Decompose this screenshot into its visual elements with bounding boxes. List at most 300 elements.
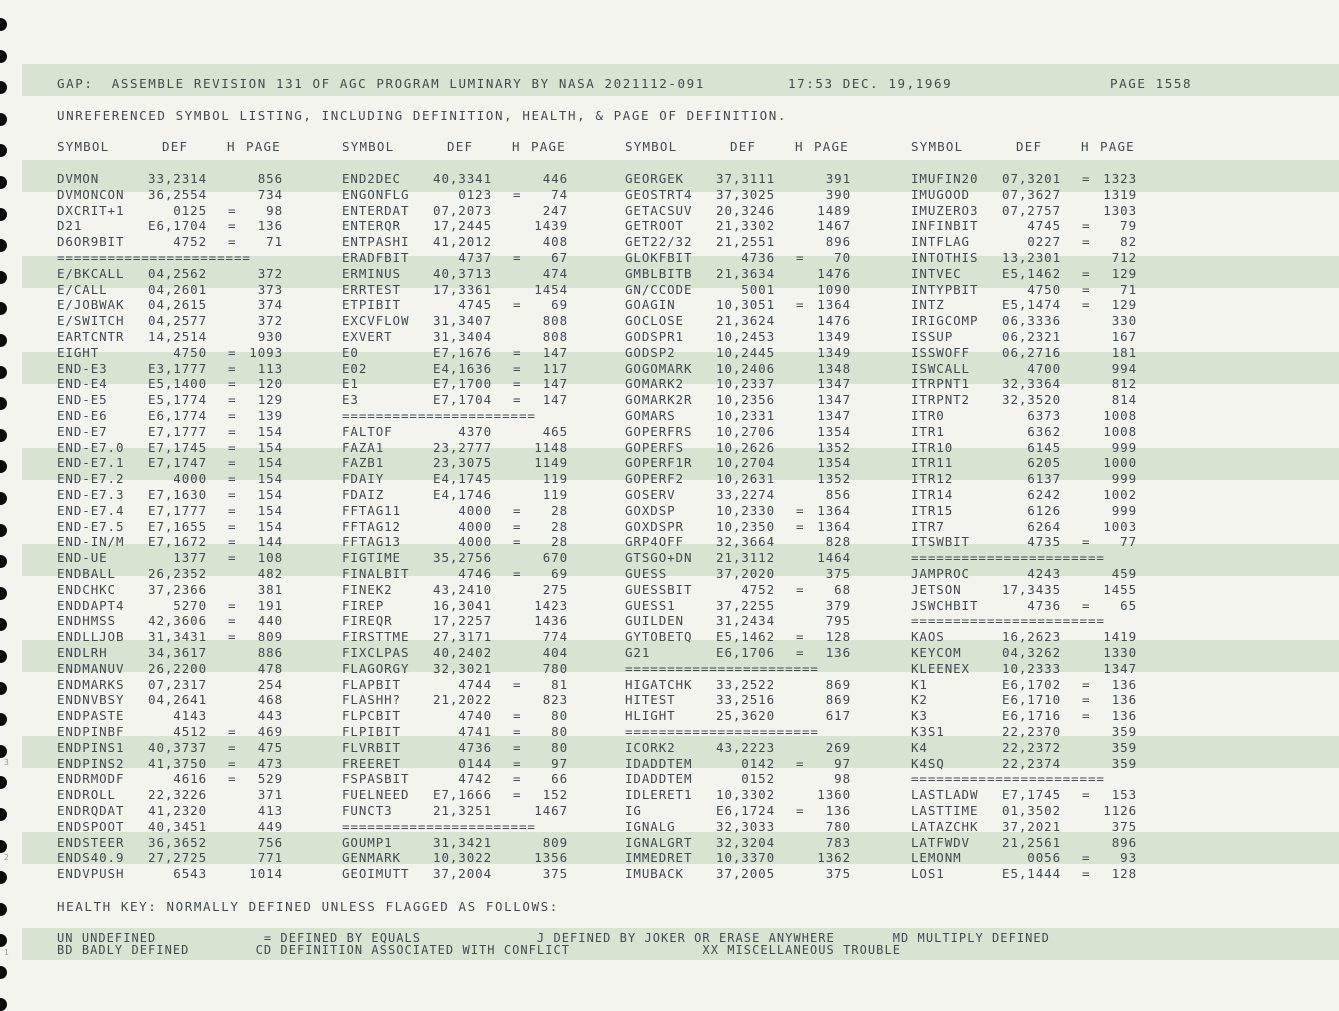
symbol-definition: 31,3431 bbox=[148, 629, 207, 645]
table-row bbox=[911, 613, 1146, 629]
definition-page: 1362 bbox=[817, 850, 851, 866]
table-row bbox=[625, 171, 860, 187]
symbol-definition: 10,2631 bbox=[716, 471, 775, 487]
symbol-definition: 4740 bbox=[458, 708, 492, 724]
table-row bbox=[911, 850, 1146, 866]
definition-page: 1476 bbox=[817, 313, 851, 329]
definition-page: 734 bbox=[257, 186, 283, 202]
table-row bbox=[625, 677, 860, 693]
table-row bbox=[57, 234, 292, 250]
definition-page: 375 bbox=[825, 866, 851, 882]
table-row bbox=[57, 424, 292, 440]
symbol-definition: 07,3627 bbox=[1002, 186, 1061, 202]
health-flag: = bbox=[228, 218, 237, 234]
symbol-name: E/JOBWAK bbox=[57, 297, 125, 313]
definition-page: 809 bbox=[542, 834, 568, 850]
table-row bbox=[911, 677, 1146, 693]
health-flag: = bbox=[796, 803, 805, 818]
separator-line: ======================= bbox=[911, 550, 1105, 566]
definition-page: 1439 bbox=[534, 218, 568, 234]
symbol-name: END-IN/M bbox=[57, 534, 125, 550]
definition-page: 1014 bbox=[249, 866, 283, 882]
health-flag: = bbox=[513, 344, 522, 360]
definition-page: 28 bbox=[551, 534, 568, 550]
definition-page: 408 bbox=[542, 234, 568, 250]
health-flag: = bbox=[1082, 281, 1091, 297]
symbol-definition: 4616 bbox=[173, 771, 207, 787]
symbol-name: K1 bbox=[911, 676, 928, 692]
table-row bbox=[625, 550, 860, 566]
symbol-name: FUNCT3 bbox=[342, 803, 393, 818]
symbol-definition: 32,3033 bbox=[716, 818, 775, 834]
symbol-name: INFINBIT bbox=[911, 218, 979, 234]
definition-page: 147 bbox=[542, 344, 568, 360]
col-header-h: H bbox=[1081, 139, 1090, 154]
table-row bbox=[911, 171, 1146, 187]
symbol-name: D6OR9BIT bbox=[57, 234, 125, 250]
table-row bbox=[625, 329, 860, 345]
table-row bbox=[625, 203, 860, 219]
table-row bbox=[342, 708, 577, 724]
definition-page: 154 bbox=[257, 487, 283, 502]
definition-page: 1349 bbox=[817, 329, 851, 344]
definition-page: 1000 bbox=[1103, 455, 1137, 471]
symbol-definition: 10,2330 bbox=[716, 502, 775, 518]
definition-page: 77 bbox=[1120, 534, 1137, 550]
symbol-definition: E7,1704 bbox=[433, 392, 492, 408]
symbol-name: E3 bbox=[342, 392, 359, 408]
definition-page: 97 bbox=[834, 755, 851, 771]
symbol-definition: 40,3737 bbox=[148, 739, 207, 755]
symbol-name: E02 bbox=[342, 360, 368, 376]
definition-page: 1436 bbox=[534, 613, 568, 629]
table-row bbox=[57, 376, 292, 392]
definition-page: 1347 bbox=[817, 392, 851, 408]
definition-page: 474 bbox=[542, 265, 568, 281]
symbol-name: FIXCLPAS bbox=[342, 645, 410, 660]
definition-page: 129 bbox=[1111, 265, 1137, 281]
table-row bbox=[342, 266, 577, 282]
table-row bbox=[57, 313, 292, 329]
symbol-definition: 21,3624 bbox=[716, 313, 775, 329]
table-row bbox=[625, 519, 860, 535]
symbol-name: FDAIY bbox=[342, 471, 385, 487]
symbol-definition: 0125 bbox=[173, 202, 207, 218]
definition-page: 1467 bbox=[817, 218, 851, 234]
table-row bbox=[342, 582, 577, 598]
table-row bbox=[57, 629, 292, 645]
health-flag: = bbox=[1082, 866, 1091, 882]
table-row bbox=[625, 835, 860, 851]
symbol-definition: 32,3664 bbox=[716, 534, 775, 550]
symbol-name: GUESS1 bbox=[625, 597, 676, 613]
col-header-h: H bbox=[227, 139, 236, 154]
table-row bbox=[57, 171, 292, 187]
table-row bbox=[57, 471, 292, 487]
definition-page: 359 bbox=[1111, 724, 1137, 739]
definition-page: 1455 bbox=[1103, 581, 1137, 597]
symbol-definition: 6137 bbox=[1027, 471, 1061, 487]
health-flag: = bbox=[513, 755, 522, 771]
symbol-name: ITR10 bbox=[911, 439, 954, 455]
definition-page: 1002 bbox=[1103, 487, 1137, 502]
symbol-name: ITR12 bbox=[911, 471, 954, 487]
table-row bbox=[57, 677, 292, 693]
symbol-definition: E7,1777 bbox=[148, 502, 207, 518]
symbol-definition: 01,3502 bbox=[1002, 803, 1061, 818]
symbol-name: ITRPNT2 bbox=[911, 392, 970, 408]
symbol-definition: 4000 bbox=[458, 502, 492, 518]
symbol-definition: 4746 bbox=[458, 566, 492, 581]
definition-page: 809 bbox=[257, 629, 283, 645]
symbol-definition: E7,1745 bbox=[148, 439, 207, 455]
health-flag: = bbox=[1082, 218, 1091, 234]
definition-page: 79 bbox=[1120, 218, 1137, 234]
table-row bbox=[625, 455, 860, 471]
definition-page: 154 bbox=[257, 423, 283, 439]
symbol-name: K4SQ bbox=[911, 755, 945, 771]
table-row bbox=[57, 740, 292, 756]
definition-page: 1348 bbox=[817, 360, 851, 376]
symbol-name: LASTTIME bbox=[911, 803, 979, 818]
symbol-name: END2DEC bbox=[342, 171, 401, 186]
symbol-name: FALTOF bbox=[342, 423, 393, 439]
table-row bbox=[911, 345, 1146, 361]
health-flag: = bbox=[1082, 597, 1091, 613]
symbol-name: ENDBALL bbox=[57, 566, 116, 581]
symbol-definition: 06,2321 bbox=[1002, 329, 1061, 344]
table-row bbox=[342, 519, 577, 535]
definition-page: 1349 bbox=[817, 344, 851, 360]
symbol-definition: 32,3364 bbox=[1002, 376, 1061, 392]
table-row bbox=[911, 455, 1146, 471]
table-row bbox=[342, 598, 577, 614]
symbol-name: ENDROLL bbox=[57, 787, 116, 803]
health-flag: = bbox=[1082, 265, 1091, 281]
symbol-definition: 04,2641 bbox=[148, 692, 207, 708]
definition-page: 1356 bbox=[534, 850, 568, 866]
definition-page: 999 bbox=[1111, 471, 1137, 487]
table-row bbox=[625, 803, 860, 819]
listing-title: GAP: ASSEMBLE REVISION 131 OF AGC PROGRAM LUMINARY BY NASA 2021112-091 bbox=[57, 76, 705, 91]
health-flag: = bbox=[796, 645, 805, 660]
definition-page: 896 bbox=[1111, 834, 1137, 850]
symbol-definition: 27,3171 bbox=[433, 629, 492, 645]
health-flag: = bbox=[228, 629, 237, 645]
symbol-name: IGNALG bbox=[625, 818, 676, 834]
definition-page: 139 bbox=[257, 408, 283, 423]
definition-page: 80 bbox=[551, 739, 568, 755]
table-row bbox=[342, 471, 577, 487]
definition-page: 359 bbox=[1111, 739, 1137, 755]
symbol-definition: E5,1474 bbox=[1002, 297, 1061, 313]
definition-page: 136 bbox=[1111, 676, 1137, 692]
symbol-definition: E3,1777 bbox=[148, 360, 207, 376]
symbol-definition: E6,1774 bbox=[148, 408, 207, 423]
table-row bbox=[342, 787, 577, 803]
symbol-name: GUESSBIT bbox=[625, 581, 693, 597]
symbol-definition: 13,2301 bbox=[1002, 250, 1061, 265]
definition-page: 814 bbox=[1111, 392, 1137, 408]
symbol-name: ENDRMODF bbox=[57, 771, 125, 787]
separator-line: ======================= bbox=[342, 408, 536, 423]
definition-page: 154 bbox=[257, 455, 283, 471]
symbol-definition: 10,3370 bbox=[716, 850, 775, 866]
definition-page: 136 bbox=[1111, 692, 1137, 708]
table-row bbox=[625, 645, 860, 661]
table-row bbox=[625, 440, 860, 456]
definition-page: 70 bbox=[834, 250, 851, 265]
symbol-name: G21 bbox=[625, 645, 651, 660]
table-row bbox=[57, 487, 292, 503]
symbol-name: FIRSTTME bbox=[342, 629, 410, 645]
symbol-definition: 07,2317 bbox=[148, 676, 207, 692]
symbol-definition: 25,3620 bbox=[716, 708, 775, 724]
page-number: PAGE 1558 bbox=[1110, 76, 1193, 91]
symbol-definition: 20,3246 bbox=[716, 202, 775, 218]
table-row bbox=[911, 866, 1146, 882]
definition-page: 28 bbox=[551, 518, 568, 534]
symbol-name: LASTLADW bbox=[911, 787, 979, 803]
table-row bbox=[911, 424, 1146, 440]
health-flag: = bbox=[228, 550, 237, 566]
definition-page: 120 bbox=[257, 376, 283, 392]
symbol-name: EIGHT bbox=[57, 344, 100, 360]
health-flag: = bbox=[513, 518, 522, 534]
symbol-definition: 21,3251 bbox=[433, 803, 492, 818]
table-row bbox=[342, 835, 577, 851]
symbol-name: ENTERDAT bbox=[342, 202, 410, 218]
table-row bbox=[57, 645, 292, 661]
table-row bbox=[625, 392, 860, 408]
definition-page: 74 bbox=[551, 186, 568, 202]
symbol-name: GETROOT bbox=[625, 218, 684, 234]
symbol-name: KAOS bbox=[911, 629, 945, 645]
definition-page: 1352 bbox=[817, 471, 851, 487]
symbol-definition: 17,3361 bbox=[433, 281, 492, 297]
definition-page: 66 bbox=[551, 771, 568, 787]
symbol-definition: E6,1724 bbox=[716, 803, 775, 818]
table-row bbox=[911, 297, 1146, 313]
symbol-definition: 23,2777 bbox=[433, 439, 492, 455]
definition-page: 147 bbox=[542, 376, 568, 392]
table-row bbox=[342, 534, 577, 550]
table-row bbox=[911, 803, 1146, 819]
symbol-name: GET22/32 bbox=[625, 234, 693, 250]
symbol-name: ICORK2 bbox=[625, 739, 676, 755]
definition-page: 774 bbox=[542, 629, 568, 645]
col-header-def: DEF bbox=[162, 139, 189, 154]
symbol-name: GYTOBETQ bbox=[625, 629, 693, 645]
health-flag: = bbox=[228, 360, 237, 376]
table-row bbox=[57, 787, 292, 803]
definition-page: 823 bbox=[542, 692, 568, 708]
symbol-definition: 37,2004 bbox=[433, 866, 492, 882]
symbol-definition: 06,3336 bbox=[1002, 313, 1061, 329]
symbol-definition: 6242 bbox=[1027, 487, 1061, 502]
definition-page: 1464 bbox=[817, 550, 851, 566]
symbol-definition: 26,2352 bbox=[148, 566, 207, 581]
symbol-definition: E5,1774 bbox=[148, 392, 207, 408]
table-row bbox=[342, 550, 577, 566]
table-row bbox=[625, 756, 860, 772]
symbol-name: END-E7.2 bbox=[57, 471, 125, 487]
table-row bbox=[625, 692, 860, 708]
symbol-name: GODSPR1 bbox=[625, 329, 684, 344]
definition-page: 136 bbox=[825, 803, 851, 818]
symbol-definition: 10,3022 bbox=[433, 850, 492, 866]
table-row bbox=[911, 724, 1146, 740]
separator-line: ======================= bbox=[625, 660, 819, 676]
symbol-definition: E5,1462 bbox=[716, 629, 775, 645]
health-flag: = bbox=[513, 724, 522, 739]
table-row bbox=[57, 266, 292, 282]
table-row bbox=[911, 329, 1146, 345]
symbol-name: ENDPINBF bbox=[57, 724, 125, 739]
health-flag: = bbox=[513, 360, 522, 376]
symbol-name: END-E4 bbox=[57, 376, 108, 392]
symbol-name: ENDNVBSY bbox=[57, 692, 125, 708]
col-header-page: PAGE bbox=[1100, 139, 1135, 154]
health-flag: = bbox=[1082, 787, 1091, 803]
health-flag: = bbox=[1082, 234, 1091, 250]
symbol-definition: 04,2577 bbox=[148, 313, 207, 329]
symbol-definition: 21,3302 bbox=[716, 218, 775, 234]
table-row bbox=[911, 487, 1146, 503]
symbol-name: ENDPASTE bbox=[57, 708, 125, 724]
symbol-definition: 37,2021 bbox=[1002, 818, 1061, 834]
margin-note: 2 bbox=[4, 853, 9, 862]
symbol-name: ENDPINS1 bbox=[57, 739, 125, 755]
separator-line: ======================= bbox=[911, 771, 1105, 787]
symbol-definition: E6,1704 bbox=[148, 218, 207, 234]
symbol-definition: 10,2333 bbox=[1002, 660, 1061, 676]
health-flag: = bbox=[513, 502, 522, 518]
symbol-definition: E6,1716 bbox=[1002, 708, 1061, 724]
symbol-name: IDLERET1 bbox=[625, 787, 693, 803]
definition-page: 404 bbox=[542, 645, 568, 660]
definition-page: 771 bbox=[257, 850, 283, 866]
symbol-name: ENGONFLG bbox=[342, 186, 410, 202]
symbol-name: E1 bbox=[342, 376, 359, 392]
symbol-name: FINALBIT bbox=[342, 566, 410, 581]
symbol-definition: E7,1655 bbox=[148, 518, 207, 534]
definition-page: 93 bbox=[1120, 850, 1137, 866]
symbol-definition: 4744 bbox=[458, 676, 492, 692]
symbol-name: END-E7.5 bbox=[57, 518, 125, 534]
table-row bbox=[911, 566, 1146, 582]
table-row bbox=[625, 424, 860, 440]
health-flag: = bbox=[228, 597, 237, 613]
definition-page: 330 bbox=[1111, 313, 1137, 329]
health-flag: = bbox=[1082, 171, 1091, 186]
symbol-name: END-E6 bbox=[57, 408, 108, 423]
symbol-name: GOXDSP bbox=[625, 502, 676, 518]
separator-line: ======================= bbox=[57, 250, 251, 265]
definition-page: 1419 bbox=[1103, 629, 1137, 645]
symbol-definition: 4745 bbox=[1027, 218, 1061, 234]
symbol-definition: 6543 bbox=[173, 866, 207, 882]
symbol-name: ISWCALL bbox=[911, 360, 970, 376]
health-flag: = bbox=[513, 392, 522, 408]
definition-page: 808 bbox=[542, 329, 568, 344]
definition-page: 478 bbox=[257, 660, 283, 676]
table-row bbox=[911, 519, 1146, 535]
health-flag: = bbox=[228, 439, 237, 455]
health-flag: = bbox=[513, 297, 522, 313]
table-row bbox=[625, 187, 860, 203]
definition-page: 154 bbox=[257, 439, 283, 455]
table-row bbox=[57, 661, 292, 677]
symbol-definition: 10,3302 bbox=[716, 787, 775, 803]
table-row bbox=[911, 250, 1146, 266]
definition-page: 1148 bbox=[534, 439, 568, 455]
symbol-definition: E6,1706 bbox=[716, 645, 775, 660]
definition-page: 446 bbox=[542, 171, 568, 186]
symbol-name: END-UE bbox=[57, 550, 108, 566]
table-row bbox=[625, 771, 860, 787]
symbol-name: GENMARK bbox=[342, 850, 401, 866]
symbol-name: ISSWOFF bbox=[911, 344, 970, 360]
health-key-line-1: UN UNDEFINED = DEFINED BY EQUALS J DEFINED BY JOKER OR ERASE ANYWHERE MD MULTIPLY DEFINED bbox=[57, 931, 1050, 945]
symbol-definition: 36,3652 bbox=[148, 834, 207, 850]
symbol-definition: E6,1702 bbox=[1002, 676, 1061, 692]
definition-page: 1454 bbox=[534, 281, 568, 297]
symbol-definition: 0056 bbox=[1027, 850, 1061, 866]
table-row bbox=[911, 282, 1146, 298]
symbol-name: ENDLRH bbox=[57, 645, 108, 660]
symbol-definition: 31,3421 bbox=[433, 834, 492, 850]
symbol-definition: 6205 bbox=[1027, 455, 1061, 471]
symbol-name: FFTAG13 bbox=[342, 534, 401, 550]
symbol-name: EXCVFLOW bbox=[342, 313, 410, 329]
table-row bbox=[625, 661, 860, 677]
symbol-name: GODSP2 bbox=[625, 344, 676, 360]
symbol-definition: 10,2706 bbox=[716, 423, 775, 439]
separator-line: ======================= bbox=[911, 613, 1105, 629]
definition-page: 795 bbox=[825, 613, 851, 629]
definition-page: 783 bbox=[825, 834, 851, 850]
symbol-name: END-E3 bbox=[57, 360, 108, 376]
definition-page: 379 bbox=[825, 597, 851, 613]
definition-page: 1323 bbox=[1103, 171, 1137, 186]
table-row bbox=[342, 329, 577, 345]
symbol-name: ENDMARKS bbox=[57, 676, 125, 692]
table-row bbox=[911, 771, 1146, 787]
definition-page: 108 bbox=[257, 550, 283, 566]
table-row bbox=[57, 203, 292, 219]
symbol-name: END-E7.3 bbox=[57, 487, 125, 502]
table-row bbox=[625, 408, 860, 424]
definition-page: 1347 bbox=[817, 408, 851, 423]
symbol-definition: 6145 bbox=[1027, 439, 1061, 455]
definition-page: 1364 bbox=[817, 502, 851, 518]
symbol-name: END-E7.4 bbox=[57, 502, 125, 518]
symbol-definition: E6,1710 bbox=[1002, 692, 1061, 708]
definition-page: 375 bbox=[542, 866, 568, 882]
symbol-definition: 16,2623 bbox=[1002, 629, 1061, 645]
col-header-symbol: SYMBOL bbox=[342, 139, 395, 154]
symbol-definition: 4736 bbox=[458, 739, 492, 755]
table-row bbox=[342, 724, 577, 740]
symbol-definition: 37,2005 bbox=[716, 866, 775, 882]
table-row bbox=[625, 282, 860, 298]
table-row bbox=[342, 455, 577, 471]
table-row bbox=[911, 598, 1146, 614]
table-row bbox=[911, 234, 1146, 250]
table-row bbox=[342, 203, 577, 219]
table-row bbox=[57, 803, 292, 819]
